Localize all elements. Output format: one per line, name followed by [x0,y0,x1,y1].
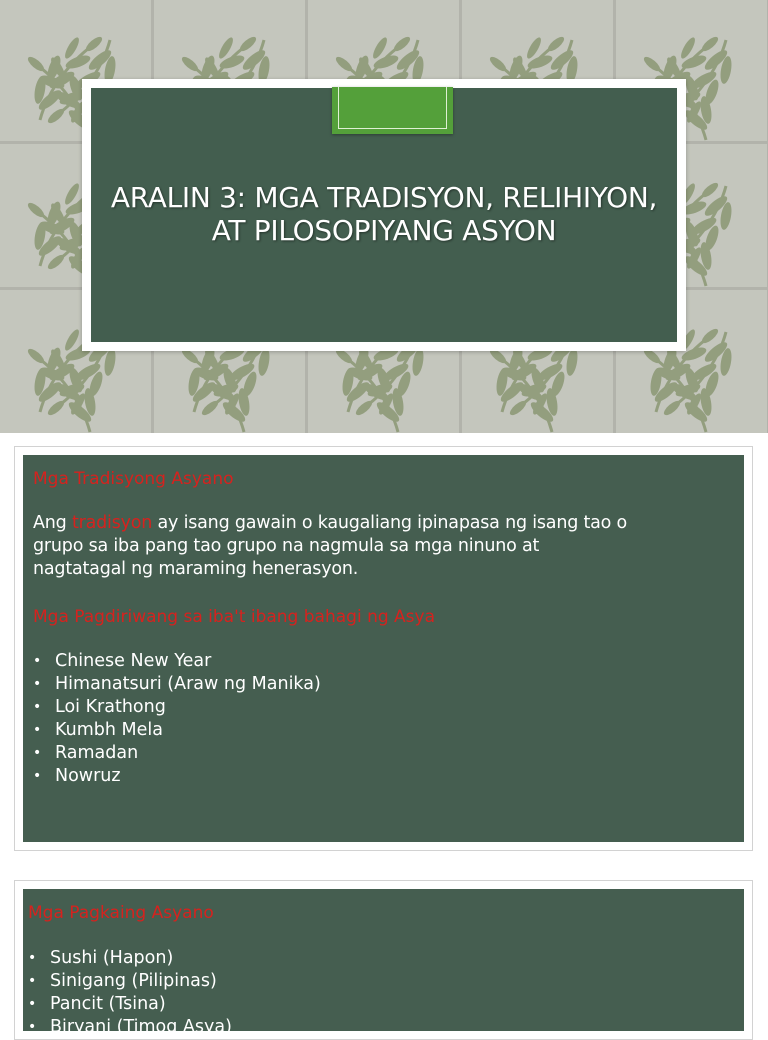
list-item: • Pancit (Tsina) [28,993,232,1016]
list-item: • Sinigang (Pilipinas) [28,970,232,993]
slide-title-line-2: AT PILOSOPIYANG ASYON [211,214,557,247]
title-card [82,79,686,351]
foods-slide [14,880,753,1040]
title-slide [0,0,768,433]
traditions-panel [23,455,744,842]
list-item: • Biryani (Timog Asya) [28,1016,232,1039]
title-accent-tab [332,87,453,134]
list-item: • Chinese New Year [33,650,321,673]
traditions-slide [14,446,753,851]
list-item: • Sushi (Hapon) [28,947,232,970]
traditions-heading: Mga Tradisyong Asyano [33,469,234,489]
celebrations-list [33,650,321,788]
foods-panel [23,889,744,1037]
definition-highlight-term: tradisyon [71,513,153,533]
list-item: • Nowruz [33,765,321,788]
list-item: • Ramadan [33,742,321,765]
celebrations-subheading: Mga Pagdiriwang sa iba't ibang bahagi ng Asya [33,607,435,627]
list-item: • Loi Krathong [33,696,321,719]
slide-title [111,181,657,247]
list-item: • Kumbh Mela [33,719,321,742]
slide-title-line-1: ARALIN 3: MGA TRADISYON, RELIHIYON, [110,181,658,214]
definition-text-rest: ay isang gawain o kaugaliang ipinapasa ng isang tao o grupo sa iba pang tao grupo na nagmula sa mga ninuno at nagtatagal ng maraming henerasyon. [33,513,628,579]
foods-heading: Mga Pagkaing Asyano [28,903,214,923]
traditions-definition [33,512,633,581]
title-panel [91,88,677,342]
foods-list [28,947,232,1039]
list-item: • Himanatsuri (Araw ng Manika) [33,673,321,696]
definition-text-start: Ang [33,513,72,533]
